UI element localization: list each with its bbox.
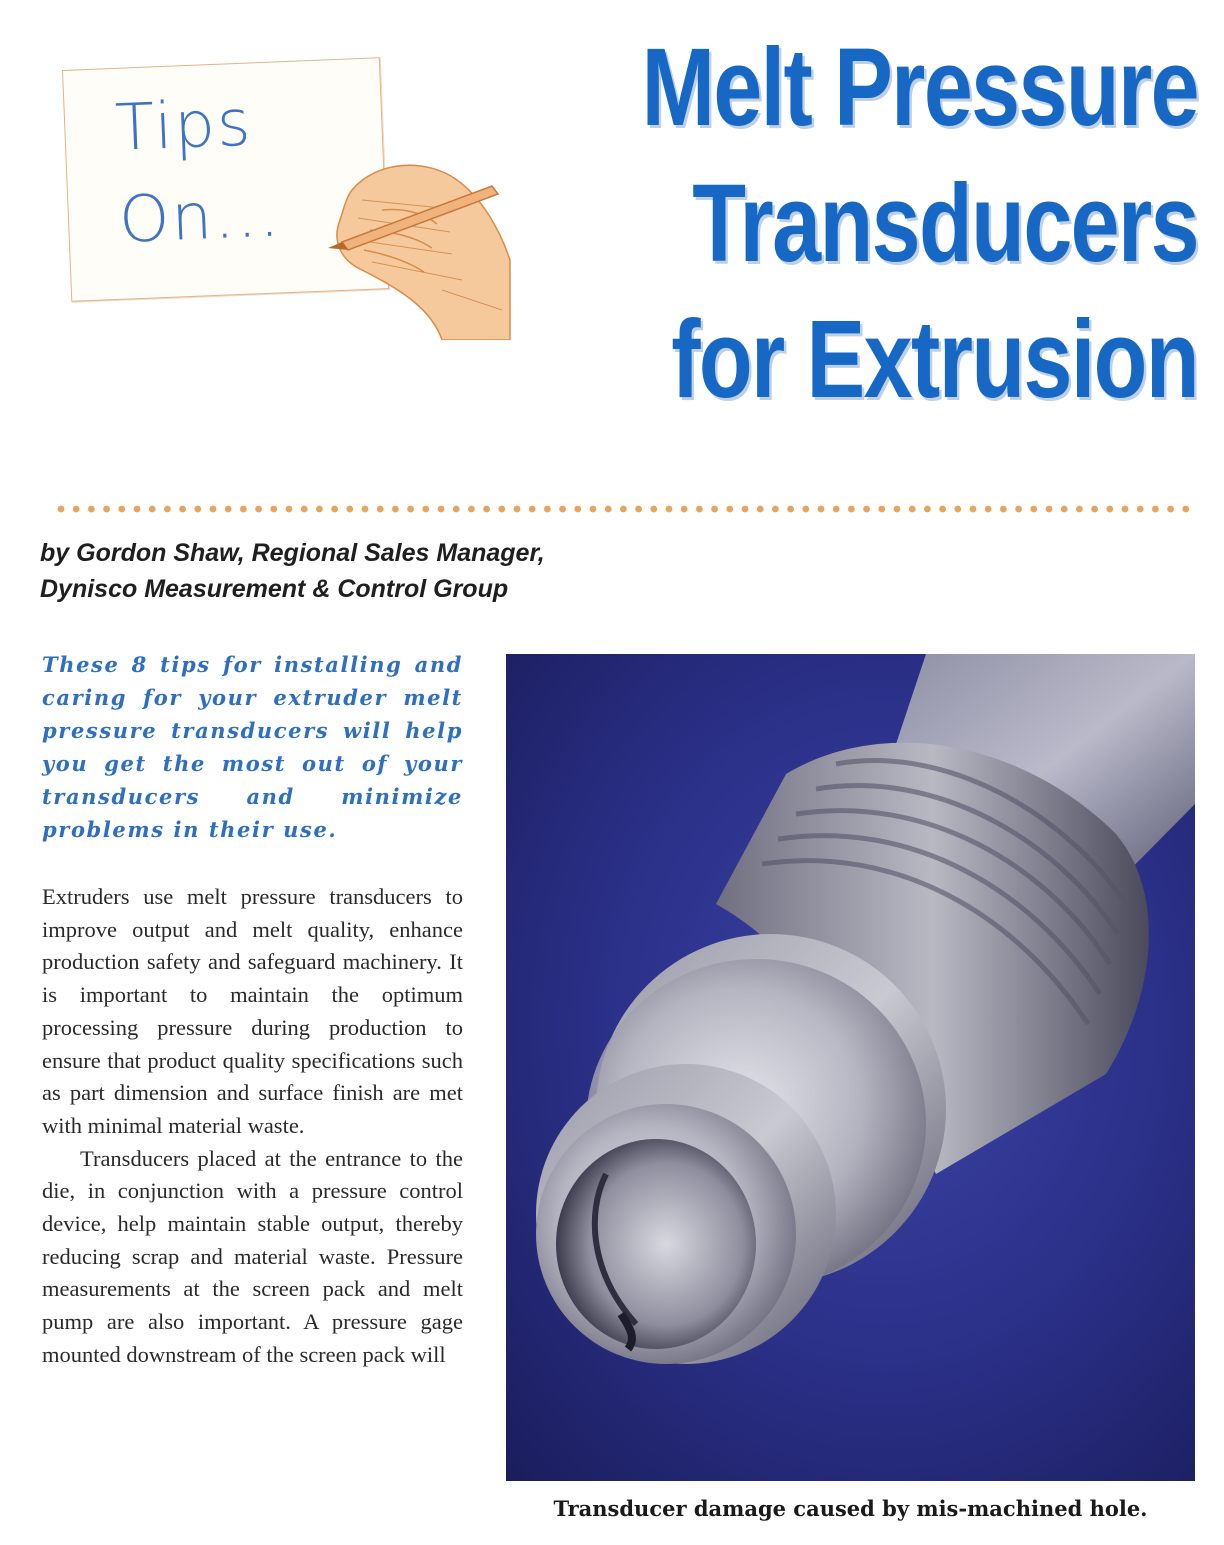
divider-dot: [924, 506, 931, 513]
divider-dot: [392, 506, 399, 513]
divider-dot: [696, 506, 703, 513]
divider-dot: [863, 506, 870, 513]
body-paragraph-1: Extruders use melt pressure transducers to improve output and melt quality, enhance production safety and safeguard machinery. It is important to maintain the optimum processing pressure during production to ensure that product quality specifications such as part dimension and surface finish are met with minimal material waste.: [42, 884, 463, 1138]
divider-dot: [833, 506, 840, 513]
divider-dot: [894, 506, 901, 513]
divider-dot: [164, 506, 171, 513]
divider-dot: [772, 506, 779, 513]
title-line-3: for Extrusion: [671, 298, 1198, 421]
divider-dot: [1061, 506, 1068, 513]
divider-dot: [194, 506, 201, 513]
divider-dot: [1076, 506, 1083, 513]
article-title: [498, 20, 1198, 428]
divider-dot: [88, 506, 95, 513]
lead-paragraph: These 8 tips for installing and caring for your extruder melt pressure transducers will help you get the most out of your transducers and minimize problems in their use.: [42, 652, 463, 842]
divider-dot: [179, 506, 186, 513]
divider-dot: [909, 506, 916, 513]
byline-line-2: Dynisco Measurement & Control Group: [40, 575, 509, 603]
divider-dot: [1046, 506, 1053, 513]
divider-dot: [954, 506, 961, 513]
divider-dot: [544, 506, 551, 513]
divider-dot: [1015, 506, 1022, 513]
divider-dot: [802, 506, 809, 513]
divider-dot: [559, 506, 566, 513]
tips-card-line1: Tips: [113, 86, 254, 166]
tips-card-line2: On...: [117, 177, 283, 258]
title-line-2: Transducers: [692, 162, 1198, 285]
dotted-divider: [56, 502, 1200, 516]
divider-dot: [422, 506, 429, 513]
divider-dot: [514, 506, 521, 513]
divider-dot: [225, 506, 232, 513]
divider-dot: [498, 506, 505, 513]
photo-caption: Transducer damage caused by mis-machined hole.: [553, 1496, 1148, 1521]
divider-dot: [1167, 506, 1174, 513]
divider-dot: [103, 506, 110, 513]
divider-dot: [605, 506, 612, 513]
divider-dot: [438, 506, 445, 513]
divider-dot: [985, 506, 992, 513]
divider-dot: [73, 506, 80, 513]
divider-dot: [787, 506, 794, 513]
divider-dot: [468, 506, 475, 513]
body-paragraph-2: Transducers placed at the entrance to the die, in conjunction with a pressure control device, help maintain stable output, thereby reducing scrap and material waste. Pressure measurements at the screen pack and melt pump are also important. A pressure gage mounted downstream of the screen pack will: [42, 1145, 463, 1367]
divider-dot: [286, 506, 293, 513]
divider-dot: [316, 506, 323, 513]
divider-dot: [210, 506, 217, 513]
divider-dot: [1091, 506, 1098, 513]
divider-dot: [666, 506, 673, 513]
divider-dot: [346, 506, 353, 513]
divider-dot: [149, 506, 156, 513]
divider-dot: [301, 506, 308, 513]
transducer-photo: [506, 654, 1195, 1481]
title-line-1: Melt Pressure: [641, 26, 1198, 149]
divider-dot: [362, 506, 369, 513]
divider-dot: [255, 506, 262, 513]
divider-dot: [1000, 506, 1007, 513]
divider-dot: [635, 506, 642, 513]
divider-dot: [1152, 506, 1159, 513]
divider-dot: [1182, 506, 1189, 513]
divider-dot: [331, 506, 338, 513]
divider-dot: [818, 506, 825, 513]
divider-dot: [377, 506, 384, 513]
divider-dot: [681, 506, 688, 513]
divider-dot: [620, 506, 627, 513]
divider-dot: [711, 506, 718, 513]
body-text: [42, 881, 463, 1372]
divider-dot: [590, 506, 597, 513]
divider-dot: [1137, 506, 1144, 513]
divider-dot: [118, 506, 125, 513]
divider-dot: [1030, 506, 1037, 513]
divider-dot: [939, 506, 946, 513]
divider-dot: [574, 506, 581, 513]
divider-dot: [970, 506, 977, 513]
divider-dot: [726, 506, 733, 513]
divider-dot: [650, 506, 657, 513]
transducer-tip-illustration: [506, 654, 1195, 1481]
divider-dot: [529, 506, 536, 513]
divider-dot: [453, 506, 460, 513]
divider-dot: [240, 506, 247, 513]
divider-dot: [878, 506, 885, 513]
divider-dot: [134, 506, 141, 513]
divider-dot: [1106, 506, 1113, 513]
divider-dot: [270, 506, 277, 513]
hand-with-pen-illustration: [322, 150, 514, 340]
divider-dot: [1122, 506, 1129, 513]
byline-line-1: by Gordon Shaw, Regional Sales Manager,: [40, 539, 545, 567]
byline: [40, 535, 840, 607]
divider-dot: [757, 506, 764, 513]
divider-dot: [742, 506, 749, 513]
divider-dot: [407, 506, 414, 513]
divider-dot: [58, 506, 65, 513]
divider-dot: [483, 506, 490, 513]
divider-dot: [848, 506, 855, 513]
